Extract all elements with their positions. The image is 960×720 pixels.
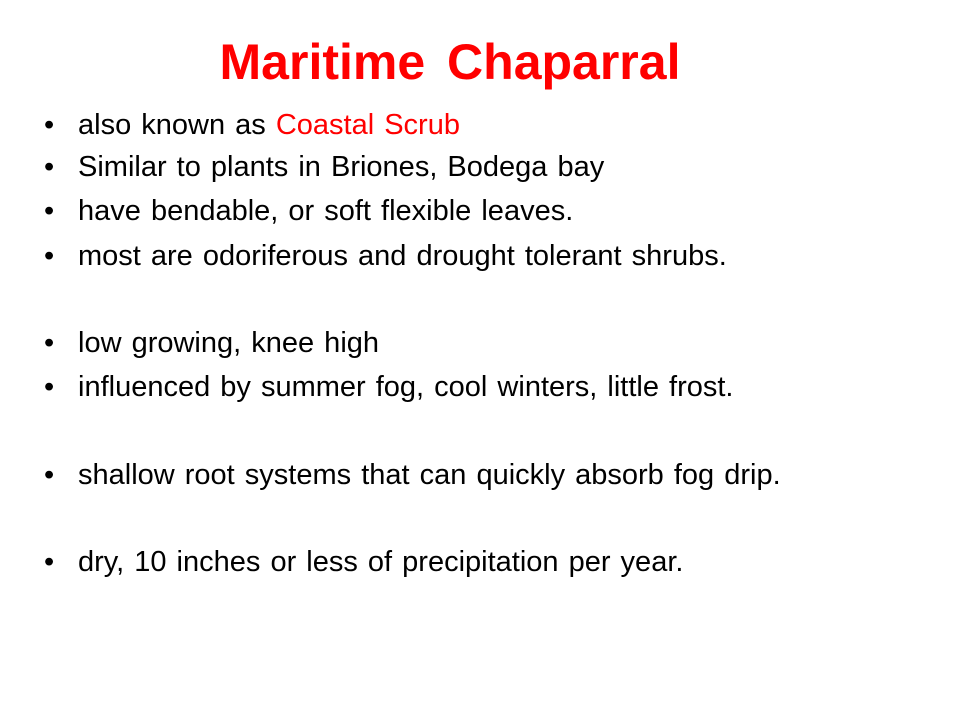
bullet-text: influenced by summer fog, cool winters, little frost. bbox=[78, 371, 734, 403]
bullet-item bbox=[44, 239, 924, 326]
bullet-item bbox=[44, 458, 924, 545]
bullet-icon: • bbox=[44, 327, 55, 359]
slide-title: Maritime Chaparral bbox=[219, 34, 681, 90]
bullet-icon: • bbox=[44, 371, 55, 403]
bullet-list bbox=[44, 108, 924, 585]
bullet-item bbox=[44, 326, 924, 370]
bullet-text: have bendable, or soft flexible leaves. bbox=[78, 195, 574, 227]
bullet-text: most are odoriferous and drought tolerant shrubs. bbox=[78, 240, 727, 272]
bullet-text: also known as bbox=[78, 109, 276, 141]
bullet-text: shallow root systems that can quickly absorb fog drip. bbox=[78, 459, 781, 491]
bullet-icon: • bbox=[44, 195, 55, 227]
bullet-icon: • bbox=[44, 109, 55, 141]
bullet-icon: • bbox=[44, 459, 55, 491]
bullet-item bbox=[44, 150, 924, 194]
bullet-item bbox=[44, 545, 924, 585]
bullet-highlight-text: Coastal Scrub bbox=[275, 109, 460, 141]
bullet-icon: • bbox=[44, 151, 55, 183]
bullet-text: Similar to plants in Briones, Bodega bay bbox=[78, 151, 605, 183]
bullet-icon: • bbox=[44, 240, 55, 272]
bullet-item bbox=[44, 370, 924, 458]
bullet-icon: • bbox=[44, 546, 55, 578]
bullet-text: low growing, knee high bbox=[78, 327, 380, 359]
bullet-item bbox=[44, 194, 924, 239]
bullet-item bbox=[44, 108, 924, 150]
bullet-text: dry, 10 inches or less of precipitation per year. bbox=[78, 546, 684, 578]
